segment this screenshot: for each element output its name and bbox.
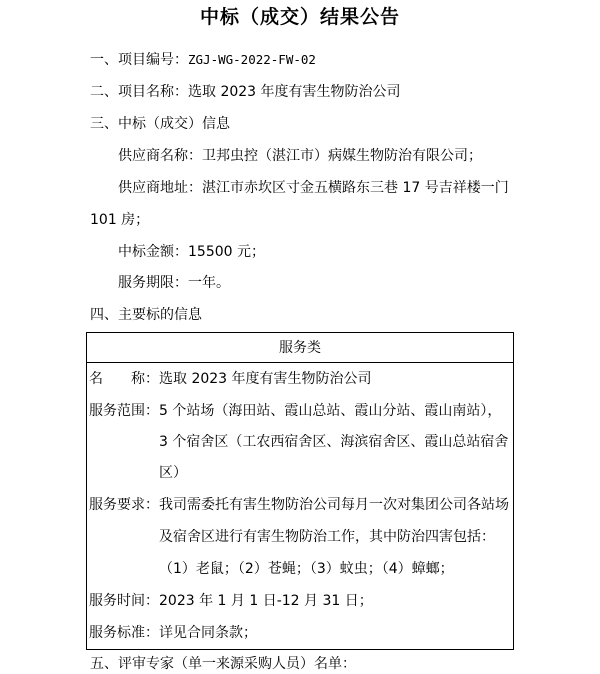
service-standard-label: 服务标准： (89, 625, 159, 641)
scope-label: 服务范围： (89, 403, 159, 419)
service-standard-value: 详见合同条款； (159, 625, 257, 641)
project-number-label: 一、项目编号： (90, 52, 188, 68)
name-label: 名 称： (89, 371, 159, 387)
project-name-row (90, 82, 401, 102)
requirement-line-3: （1）老鼠；（2）苍蝇；（3）蚊虫；（4）蟑螂； (159, 561, 454, 577)
scope-line-2: 3 个宿舍区（工农西宿舍区、海滨宿舍区、霞山总站宿舍 (159, 434, 509, 450)
supplier-name: 供应商名称：卫邦虫控（湛江市）病媒生物防治有限公司； (118, 148, 482, 164)
service-period: 服务期限：一年。 (118, 275, 230, 291)
project-number-value: ZGJ-WG-2022-FW-02 (188, 52, 316, 67)
subject-info-table (86, 332, 514, 650)
project-name-value: 选取 2023 年度有害生物防治公司 (188, 84, 401, 100)
award-amount: 中标金额：15500 元； (118, 244, 265, 260)
page-title: 中标（成交）结果公告 (199, 6, 400, 28)
supplier-address-line-2: 101 房； (90, 212, 150, 228)
scope-line-3: 区） (159, 465, 187, 481)
table-header: 服务类 (87, 333, 513, 363)
service-time-value: 2023 年 1 月 1 日-12 月 31 日； (159, 593, 373, 609)
requirement-label: 服务要求： (89, 497, 159, 513)
scope-line-1: 5 个站场（海田站、霞山总站、霞山分站、霞山南站）， (159, 403, 502, 419)
section-5-heading: 五、评审专家（单一来源采购人员）名单： (90, 656, 356, 672)
project-number-row (90, 50, 316, 70)
supplier-address-line-1: 供应商地址：湛江市赤坎区寸金五横路东三巷 17 号吉祥楼一门 (118, 180, 509, 196)
requirement-line-2: 及宿舍区进行有害生物防治工作，其中防治四害包括： (159, 529, 495, 545)
project-name-label: 二、项目名称： (90, 84, 188, 100)
service-time-label: 服务时间： (89, 593, 159, 609)
name-value: 选取 2023 年度有害生物防治公司 (159, 371, 372, 387)
section-4-heading: 四、主要标的信息 (90, 307, 202, 323)
section-3-heading: 三、中标（成交）信息 (90, 116, 230, 132)
requirement-line-1: 我司需委托有害生物防治公司每月一次对集团公司各站场 (159, 497, 509, 513)
